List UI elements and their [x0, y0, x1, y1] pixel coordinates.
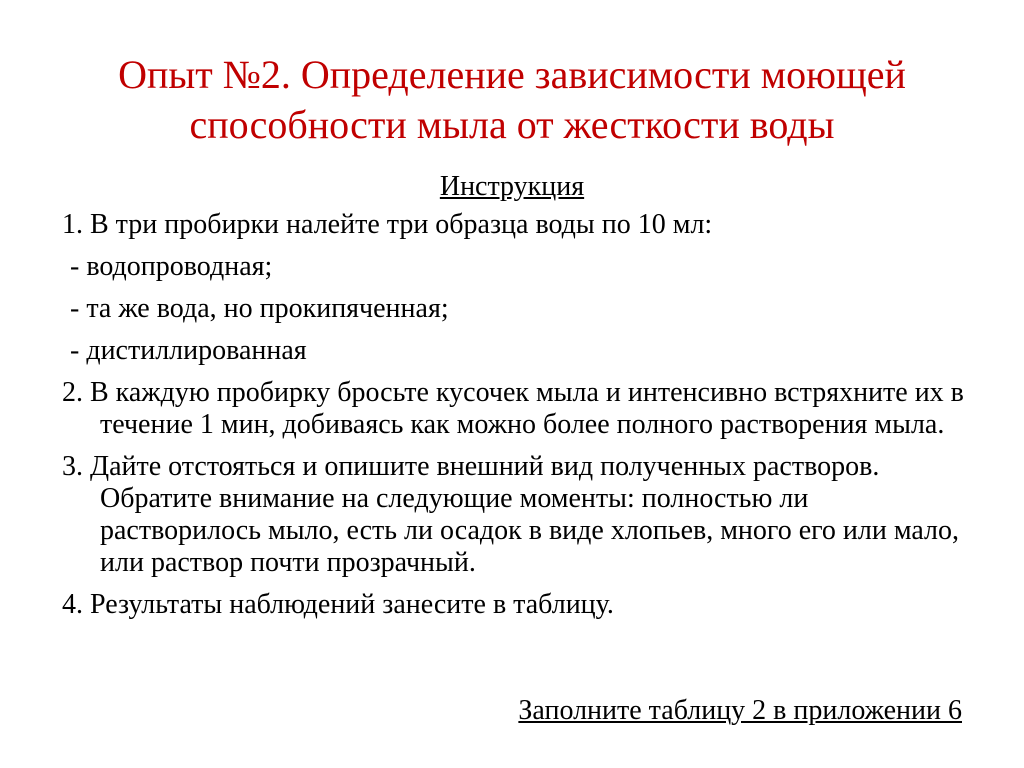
water-sample-boiled: - та же вода, но прокипяченная;	[70, 293, 449, 324]
instruction-step-2: 2. В каждую пробирку бросьте кусочек мыла и интенсивно встряхните их в течение 1 мин, добиваясь как можно более полного растворения мыла.	[62, 377, 964, 440]
water-sample-tap: - водопроводная;	[70, 251, 273, 282]
slide-title	[40, 50, 984, 150]
instruction-step-4: 4. Результаты наблюдений занесите в таблицу.	[62, 589, 614, 620]
slide-title-line-2: способности мыла от жесткости воды	[189, 102, 835, 147]
slide-title-line-1: Опыт №2. Определение зависимости моющей	[118, 52, 906, 97]
instruction-step-1: 1. В три пробирки налейте три образца воды по 10 мл:	[62, 209, 713, 240]
instruction-body	[62, 209, 972, 631]
instruction-step-3: 3. Дайте отстояться и опишите внешний вид полученных растворов. Обратите внимание на следующие моменты: полностью ли растворилось мыло, есть ли осадок в виде хлопьев, много его или мало, или раствор почти прозрачный.	[62, 451, 960, 578]
appendix-table-link[interactable]: Заполните таблицу 2 в приложении 6	[518, 695, 962, 726]
water-sample-distilled: - дистиллированная	[70, 335, 307, 366]
instruction-heading: Инструкция	[439, 171, 585, 202]
